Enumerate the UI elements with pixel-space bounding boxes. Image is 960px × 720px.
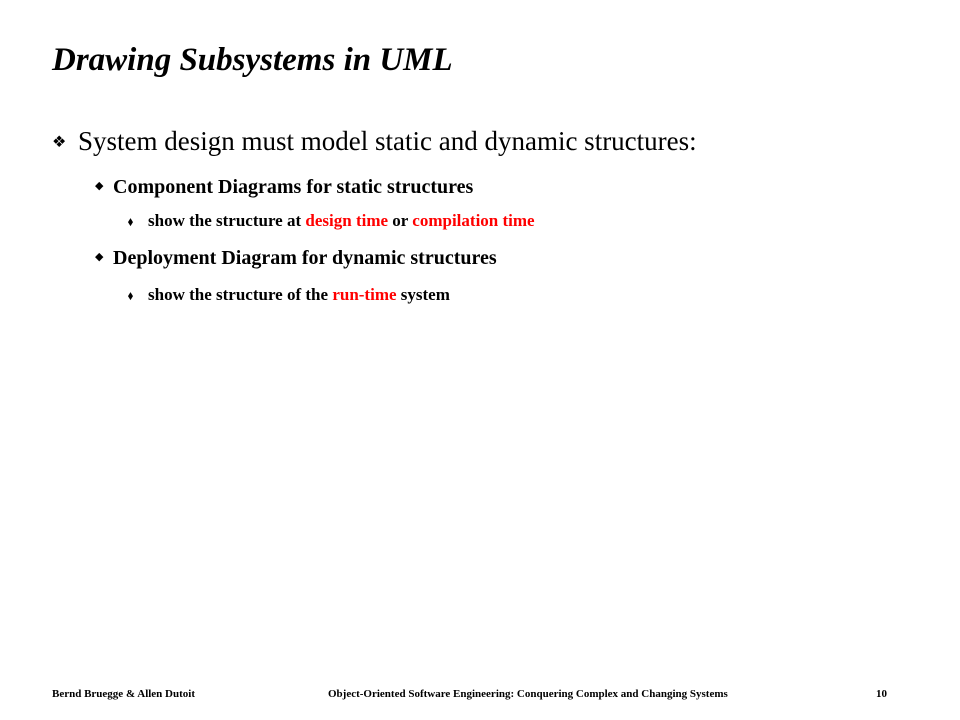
run-time-highlight: run-time xyxy=(332,285,397,304)
footer-page-number: 10 xyxy=(876,688,887,700)
component-diagrams-bullet xyxy=(95,172,473,201)
main-bullet-text: System design must model static and dynamic structures: xyxy=(78,126,697,156)
design-time-bullet xyxy=(128,209,535,234)
compilation-time-highlight: compilation time xyxy=(412,211,535,230)
footer-authors: Bernd Bruegge & Allen Dutoit xyxy=(52,688,195,700)
lozenge-bullet-icon: ⬧ xyxy=(128,216,133,228)
slide-title: Drawing Subsystems in UML xyxy=(52,42,453,78)
main-bullet xyxy=(52,123,697,161)
deployment-diagram-text: Deployment Diagram for dynamic structures xyxy=(113,247,497,269)
design-time-highlight: design time xyxy=(305,211,389,230)
diamond-bullet-icon: ❖ xyxy=(52,134,67,151)
small-diamond-bullet-icon: ◆ xyxy=(95,251,104,263)
run-time-prefix: show the structure of the xyxy=(148,285,333,304)
design-time-prefix: show the structure at xyxy=(148,211,306,230)
lozenge-bullet-icon: ⬧ xyxy=(128,290,133,302)
run-time-bullet xyxy=(128,283,450,308)
run-time-suffix: system xyxy=(396,285,450,304)
small-diamond-bullet-icon: ◆ xyxy=(95,180,104,192)
footer-book-title: Object-Oriented Software Engineering: Conquering Complex and Changing Systems xyxy=(328,688,728,700)
design-time-middle: or xyxy=(388,211,413,230)
component-diagrams-text: Component Diagrams for static structures xyxy=(113,176,474,198)
deployment-diagram-bullet xyxy=(95,243,497,272)
